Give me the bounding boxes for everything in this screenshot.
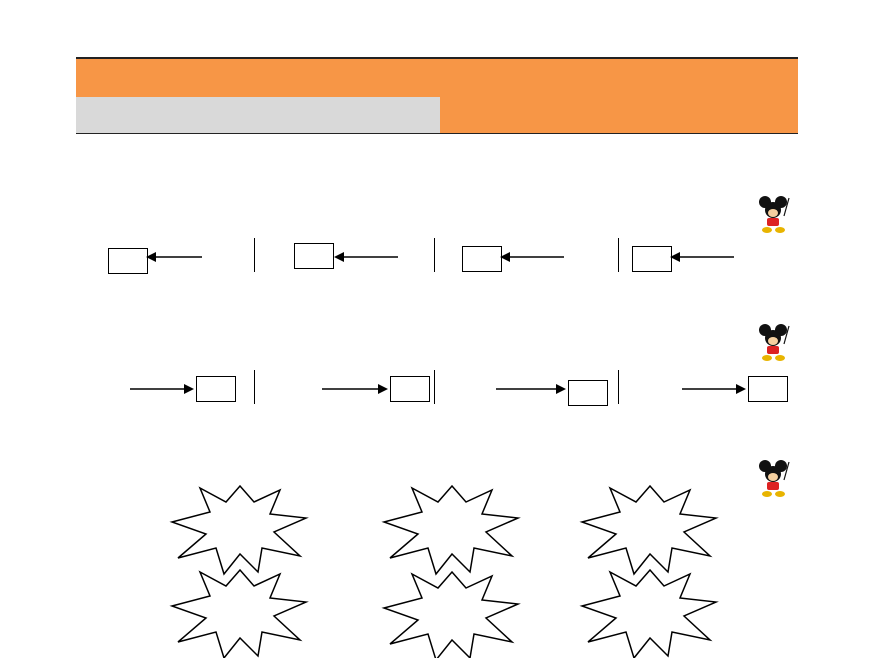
star-value-number xyxy=(384,572,518,658)
star-header-previous xyxy=(582,486,716,574)
star-header-number xyxy=(384,486,518,574)
star-header-next xyxy=(172,486,306,574)
star-value-next xyxy=(172,570,306,658)
star-value-previous xyxy=(582,570,716,658)
